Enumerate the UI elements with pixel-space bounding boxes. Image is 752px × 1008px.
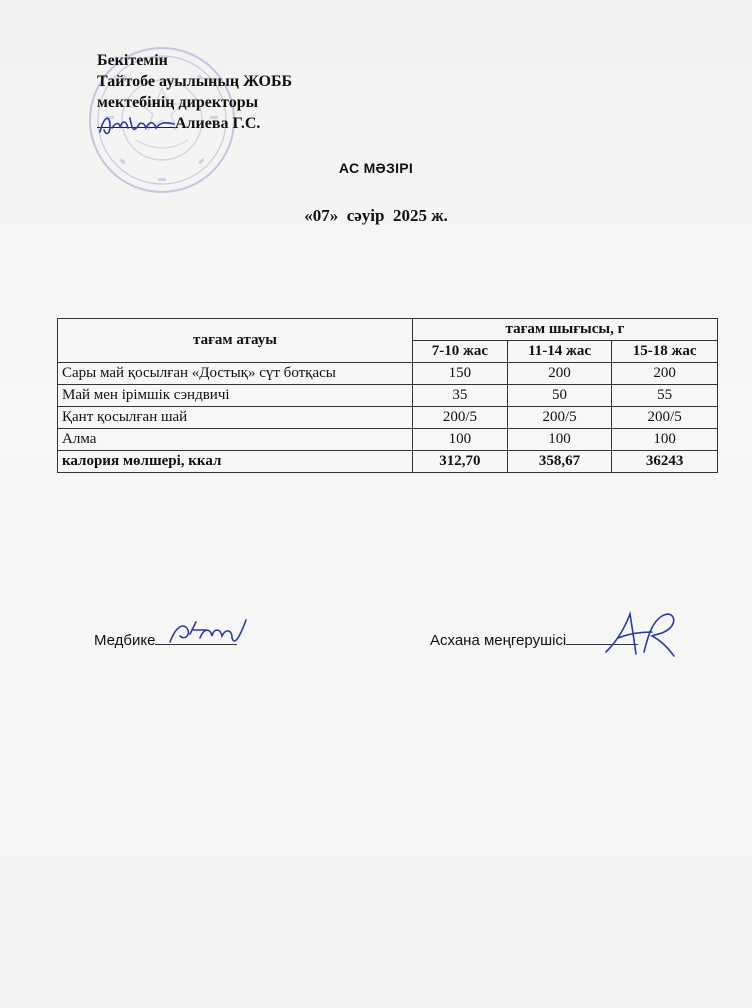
portion-value: 200/5 <box>507 407 611 429</box>
header-output: тағам шығысы, г <box>413 319 718 341</box>
portion-value: 200 <box>612 363 718 385</box>
approval-heading: Бекітемін <box>97 52 168 69</box>
portion-value: 150 <box>413 363 508 385</box>
calorie-label: калория мөлшері, ккал <box>58 451 413 473</box>
canteen-manager-label: Асхана меңгерушісі <box>430 632 567 649</box>
dish-name: Алма <box>58 429 413 451</box>
dish-name: Май мен ірімшік сэндвичі <box>58 385 413 407</box>
portion-value: 55 <box>612 385 718 407</box>
header-age-11-14: 11-14 жас <box>507 341 611 363</box>
calorie-value: 358,67 <box>507 451 611 473</box>
table-row <box>58 429 718 451</box>
menu-table <box>57 318 718 473</box>
portion-value: 200/5 <box>413 407 508 429</box>
director-name: Алиева Г.С. <box>175 115 261 132</box>
portion-value: 100 <box>413 429 508 451</box>
calorie-value: 312,70 <box>413 451 508 473</box>
menu-date: «07» сәуір 2025 ж. <box>304 206 448 225</box>
portion-value: 200 <box>507 363 611 385</box>
portion-value: 100 <box>507 429 611 451</box>
table-total-row <box>58 451 718 473</box>
dish-name: Қант қосылған шай <box>58 407 413 429</box>
header-dish-name: тағам атауы <box>58 319 413 363</box>
dish-name: Сары май қосылған «Достық» сүт ботқасы <box>58 363 413 385</box>
table-header-row <box>58 319 718 341</box>
portion-value: 35 <box>413 385 508 407</box>
director-title: мектебінің директоры <box>97 94 259 111</box>
portion-value: 200/5 <box>612 407 718 429</box>
header-age-15-18: 15-18 жас <box>612 341 718 363</box>
table-row <box>58 385 718 407</box>
nurse-signature <box>166 616 250 650</box>
director-signature <box>96 110 178 140</box>
page-title: АС МӘЗІРІ <box>338 160 414 176</box>
portion-value: 100 <box>612 429 718 451</box>
portion-value: 50 <box>507 385 611 407</box>
header-age-7-10: 7-10 жас <box>413 341 508 363</box>
canteen-manager-signature <box>600 606 684 662</box>
calorie-value: 36243 <box>612 451 718 473</box>
table-row <box>58 363 718 385</box>
table-row <box>58 407 718 429</box>
school-name: Тайтобе ауылының ЖОББ <box>97 73 293 90</box>
nurse-label: Медбике <box>94 632 156 649</box>
